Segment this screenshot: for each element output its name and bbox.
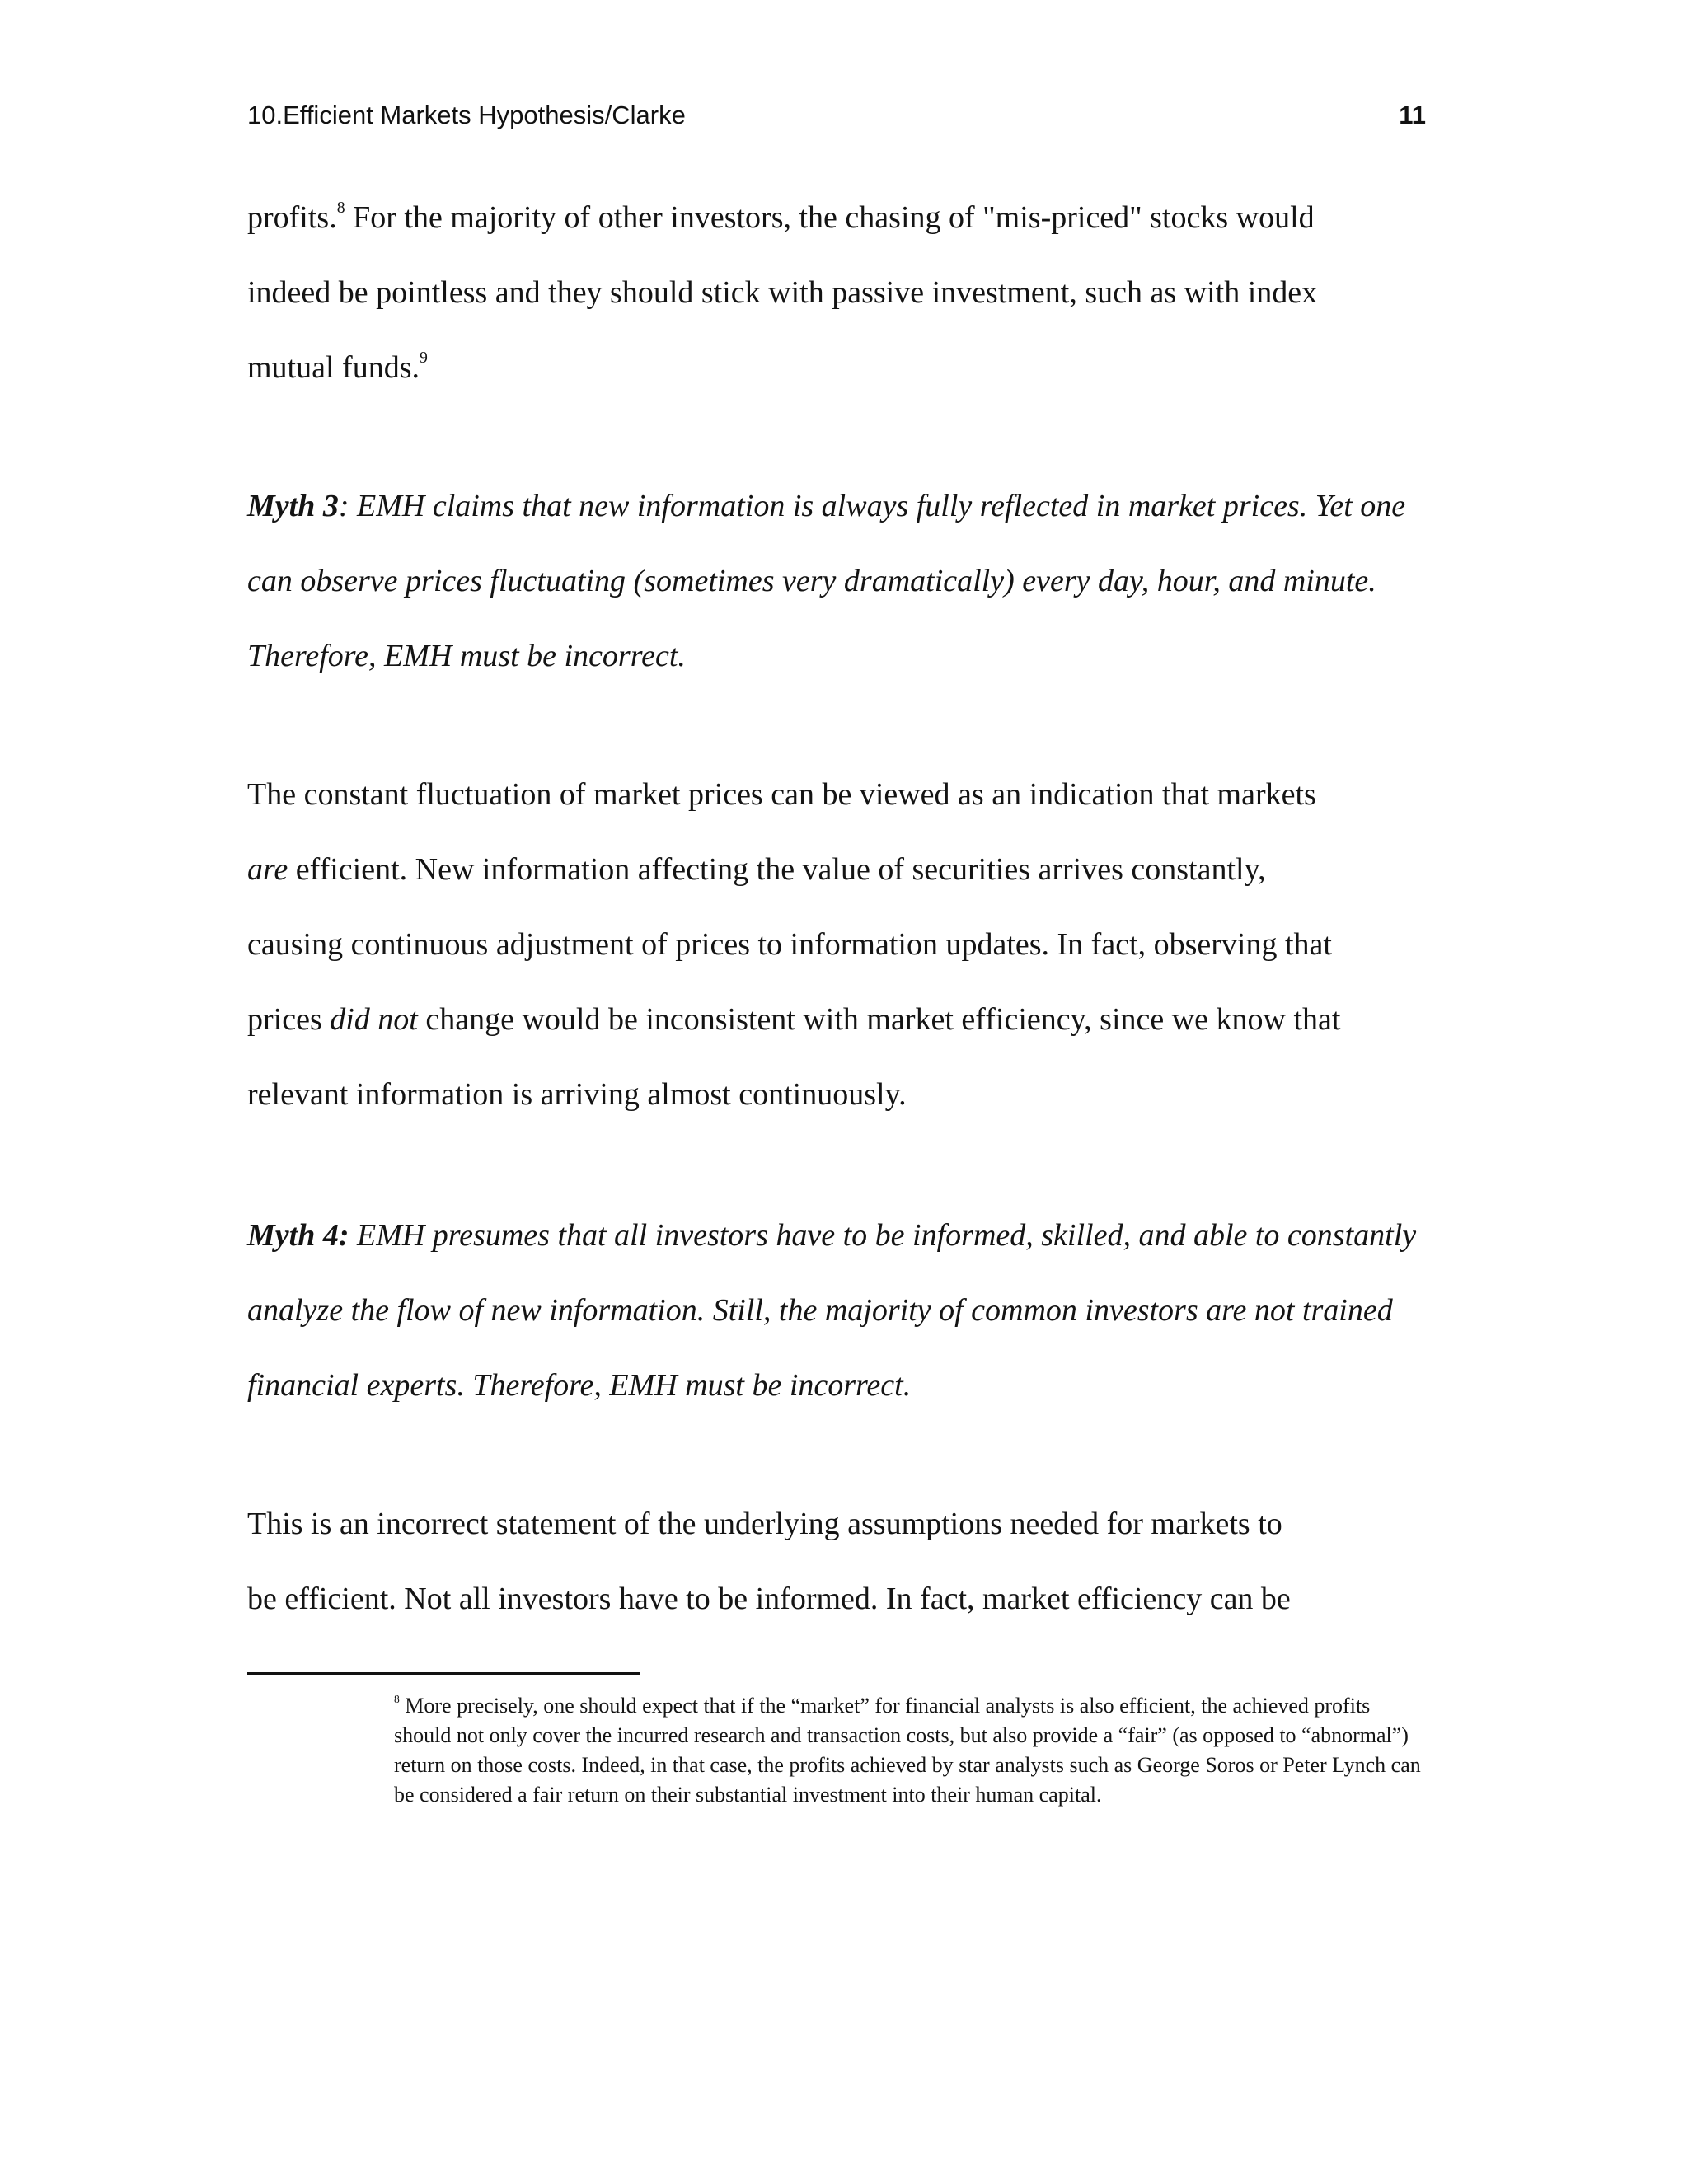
paragraph-text: profits. bbox=[247, 200, 337, 235]
myth-4-label: Myth 4: bbox=[247, 1218, 349, 1253]
myth-4-response bbox=[247, 1487, 1319, 1637]
paragraph-text: change would be inconsistent with market efficiency, since we know that relevant information is arriving almost continuously. bbox=[247, 1002, 1341, 1112]
paragraph-continuation bbox=[247, 180, 1319, 405]
emphasis-did-not: did not bbox=[330, 1002, 418, 1037]
myth-3-label: Myth 3 bbox=[247, 489, 339, 523]
paragraph-text: The constant fluctuation of market prices can be viewed as an indication that markets bbox=[247, 777, 1316, 812]
myth-3-statement bbox=[247, 469, 1434, 694]
paragraph-text: efficient. New information affecting the value of securities arrives constantly, causing continuous adjustment of prices to information updates. In fact, observing that prices bbox=[247, 852, 1332, 1037]
footnote-text: More precisely, one should expect that if the “market” for financial analysts is also efficient, the achieved profits should not only cover the incurred research and transaction costs, but also provide a “fair” (as opposed to “abnormal”) return on those costs. Indeed, in that case, the profits achieved by star analysts such as George Soros or Peter Lynch can be considered a fair return on their substantial investment into their human capital. bbox=[394, 1694, 1421, 1807]
myth-4-statement bbox=[247, 1198, 1418, 1423]
footnote-8 bbox=[394, 1691, 1432, 1810]
footnote-separator bbox=[247, 1672, 640, 1675]
emphasis-are: are bbox=[247, 852, 288, 887]
footnote-marker: 8 bbox=[394, 1692, 400, 1705]
myth-4-text: EMH presumes that all investors have to be informed, skilled, and able to constantly analyze the flow of new information. Still, the majority of common investors are not trained financial experts. Therefore, EMH must be incorrect. bbox=[247, 1218, 1417, 1403]
running-header bbox=[247, 101, 1426, 130]
footnote-ref-9[interactable]: 9 bbox=[419, 349, 428, 368]
paragraph-text: This is an incorrect statement of the underlying assumptions needed for markets to be efficient. Not all investors have to be informed. In fact, market efficiency can be bbox=[247, 1507, 1291, 1616]
paragraph-text: For the majority of other investors, the chasing of "mis-priced" stocks would indeed be pointless and they should stick with passive investment, such as with index mutual funds. bbox=[247, 200, 1318, 385]
myth-3-text: : EMH claims that new information is always fully reflected in market prices. Yet one can observe prices fluctuating (sometimes very dramatically) every day, hour, and minute. Therefore, EMH must be incorrect. bbox=[247, 489, 1406, 673]
myth-3-response bbox=[247, 757, 1352, 1132]
page-number: 11 bbox=[1399, 101, 1426, 129]
running-header-title: 10.Efficient Markets Hypothesis/Clarke bbox=[247, 101, 686, 129]
footnote-ref-8[interactable]: 8 bbox=[336, 199, 345, 218]
